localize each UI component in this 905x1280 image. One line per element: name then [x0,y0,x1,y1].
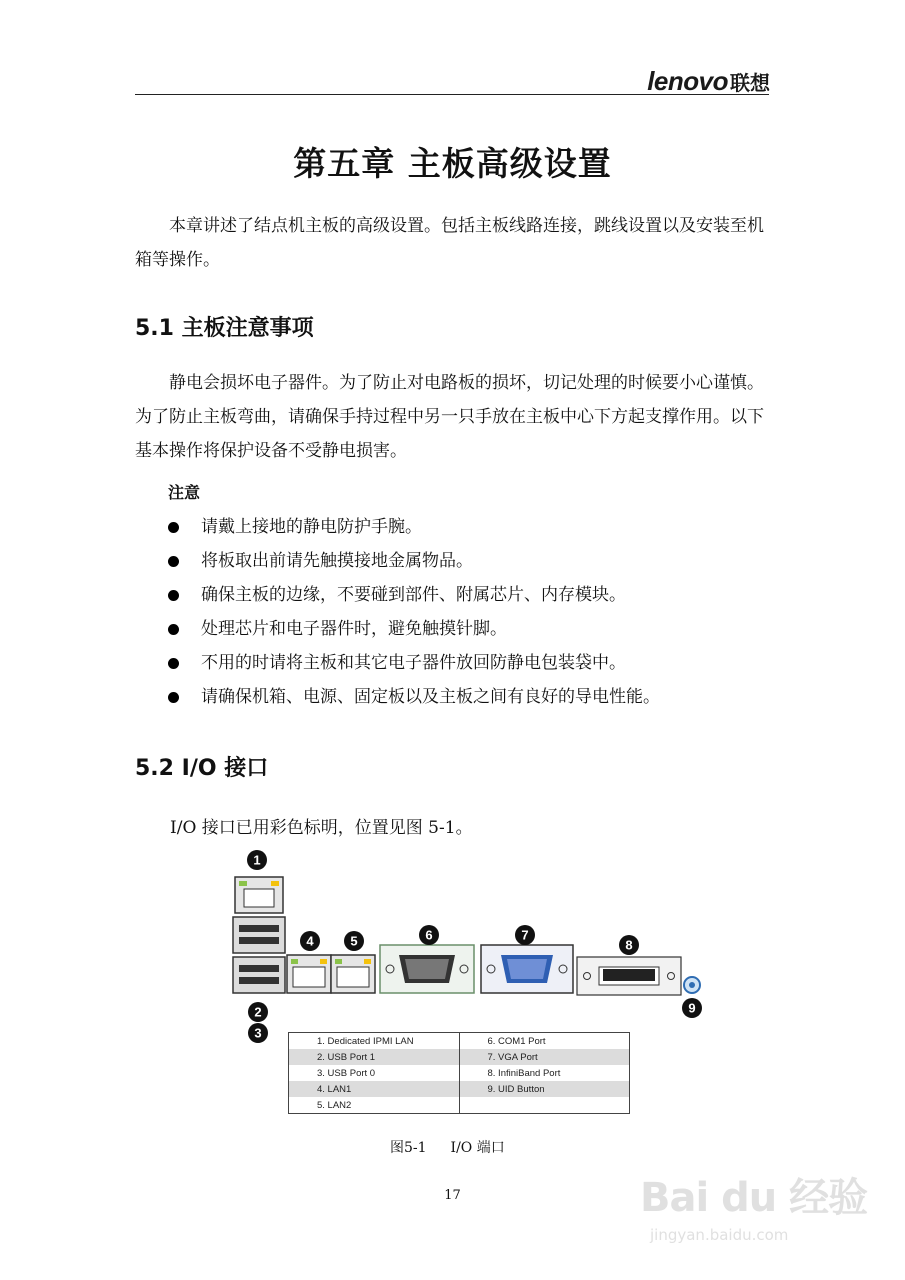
list-item: 不用的时请将主板和其它电子器件放回防静电包装袋中。 [168,646,768,680]
table-row: 1. Dedicated IPMI LAN 6. COM1 Port [289,1033,630,1050]
page-number: 17 [444,1188,461,1203]
precaution-list [168,510,768,714]
list-item: 确保主板的边缘，不要碰到部件、附属芯片、内存模块。 [168,578,768,612]
callout-8 [619,935,639,955]
lenovo-logo [647,66,770,97]
svg-text:2: 2 [254,1004,262,1020]
note-label: 注意 [168,483,201,502]
callout-9 [682,998,702,1018]
bullet-icon [168,556,179,567]
ipmi-lan-port-icon [235,877,283,913]
com1-port-icon [380,945,474,993]
usb-port-icon [233,917,285,993]
logo-chinese: 联想 [730,71,770,95]
callout-5 [344,931,364,951]
callout-2 [248,1002,268,1022]
table-row: 3. USB Port 0 8. InfiniBand Port [289,1065,630,1081]
list-item: 请确保机箱、电源、固定板以及主板之间有良好的导电性能。 [168,680,768,714]
port-legend-table [288,1032,630,1114]
figure-caption [390,1137,505,1157]
table-row: 2. USB Port 1 7. VGA Port [289,1049,630,1065]
table-row: 4. LAN1 9. UID Button [289,1081,630,1097]
logo-wordmark: lenovo [647,66,728,96]
caption-text: I/O 端口 [450,1140,505,1156]
chapter-intro: 本章讲述了结点机主板的高级设置。包括主板线路连接，跳线设置以及安装至机箱等操作。 [135,216,764,270]
callout-1 [247,850,267,870]
lan1-port-icon [287,955,331,993]
callout-3 [248,1023,268,1043]
callout-7 [515,925,535,945]
list-item: 将板取出前请先触摸接地金属物品。 [168,544,768,578]
bullet-icon [168,590,179,601]
svg-text:9: 9 [688,1000,696,1016]
bullet-icon [168,692,179,703]
lan2-port-icon [331,955,375,993]
svg-text:5: 5 [350,933,358,949]
svg-text:7: 7 [521,927,529,943]
callout-4 [300,931,320,951]
bullet-icon [168,624,179,635]
caption-number: 图5-1 [390,1140,427,1156]
uid-button-icon [684,977,700,993]
svg-text:3: 3 [254,1025,262,1041]
watermark-brand: Bai du 经验 [640,1175,868,1221]
section-5-2-paragraph: I/O 接口已用彩色标明，位置见图 5-1。 [170,818,473,838]
list-item: 请戴上接地的静电防护手腕。 [168,510,768,544]
section-5-1-paragraph: 静电会损坏电子器件。为了防止对电路板的损坏，切记处理的时候要小心谨慎。为了防止主板弯曲，请确保手持过程中另一只手放在主板中心下方起支撑作用。以下基本操作将保护设备不受静电损害。 [135,373,764,461]
svg-text:1: 1 [253,852,261,868]
vga-port-icon [481,945,573,993]
chapter-title: 第五章 主板高级设置 [293,144,612,183]
section-heading-5-2: 5.2 I/O 接口 [135,756,269,781]
baidu-watermark [640,1140,880,1270]
bullet-icon [168,522,179,533]
infiniband-port-icon [577,957,681,995]
svg-text:6: 6 [425,927,433,943]
io-panel-figure [225,845,715,1045]
watermark-url: jingyan.baidu.com [650,1226,789,1244]
section-heading-5-1: 5.1 主板注意事项 [135,316,314,341]
callout-6 [419,925,439,945]
svg-text:4: 4 [306,933,314,949]
header-rule [135,94,769,95]
list-item: 处理芯片和电子器件时，避免触摸针脚。 [168,612,768,646]
bullet-icon [168,658,179,669]
svg-text:8: 8 [625,937,633,953]
table-row: 5. LAN2 [289,1097,630,1114]
